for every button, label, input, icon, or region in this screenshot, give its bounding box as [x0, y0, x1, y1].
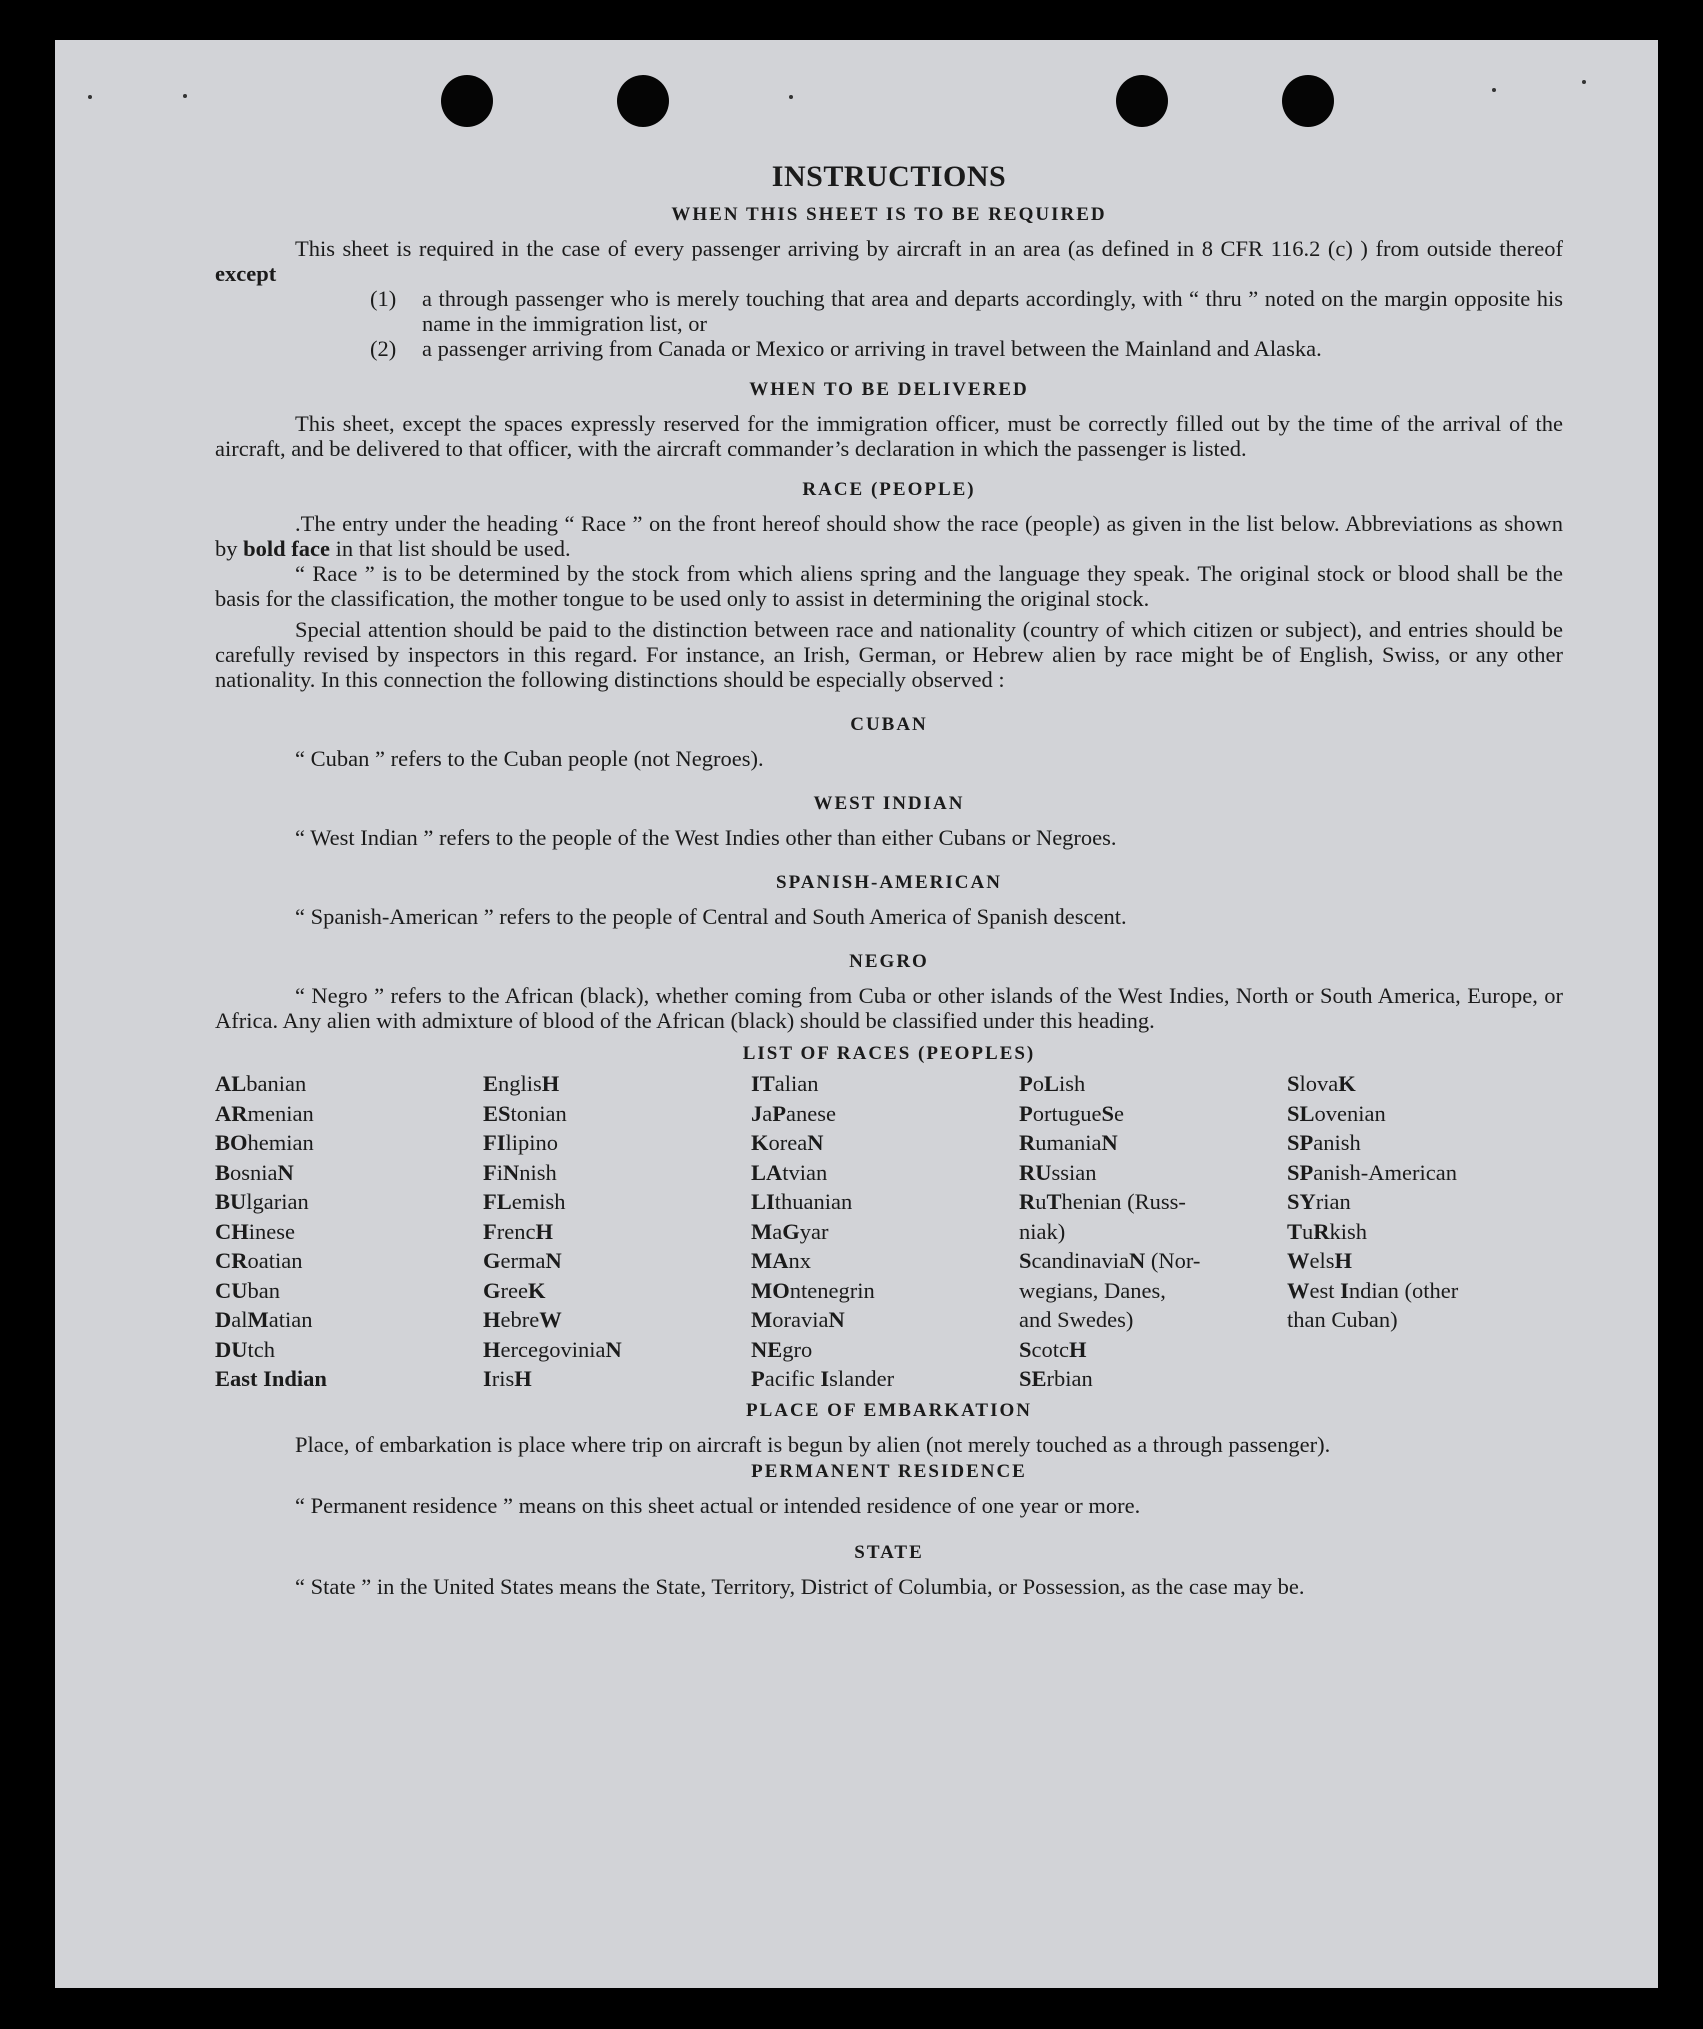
- required-intro: This sheet is required in the case of every passenger arriving by aircraft in an area (as defined in 8 CFR 116.2 (c) ) from outside thereof except: [215, 236, 1563, 286]
- race-entry: [1287, 1187, 1563, 1217]
- race-name-part: tonian: [510, 1100, 567, 1126]
- race-entry: [483, 1069, 751, 1099]
- race-abbreviation: H: [535, 1218, 553, 1244]
- race-abbreviation: W: [539, 1307, 562, 1332]
- race-name-part: o: [1032, 1071, 1044, 1096]
- race-abbreviation: G: [782, 1218, 800, 1244]
- race-entry: [1287, 1246, 1563, 1276]
- race-abbreviation: LA: [751, 1159, 783, 1185]
- race-abbreviation: NE: [751, 1336, 783, 1362]
- race-name-part: kish: [1329, 1218, 1368, 1244]
- section-heading-race: RACE (PEOPLE): [802, 479, 976, 500]
- race-abbreviation: W: [1287, 1277, 1310, 1303]
- race-entry: [751, 1305, 1019, 1335]
- paper-speck: [1492, 88, 1496, 92]
- west-indian-text: “ West Indian ” refers to the people of the West Indies other than either Cubans or Negroes.: [295, 825, 1117, 850]
- race-abbreviation: N: [807, 1130, 824, 1155]
- race-entry: [483, 1364, 751, 1394]
- race-entry: [483, 1335, 751, 1365]
- race-name-part: est: [1309, 1277, 1341, 1303]
- race-name-part: u: [1035, 1189, 1047, 1214]
- race-abbreviation: S: [1287, 1071, 1300, 1096]
- race-abbreviation: H: [514, 1366, 532, 1391]
- race-abbreviation: RU: [1019, 1159, 1052, 1185]
- race-name-part: rbian: [1046, 1366, 1093, 1391]
- race-name-part: anish-American: [1313, 1159, 1457, 1185]
- race-name-part: els: [1309, 1248, 1335, 1273]
- race-entry: [1019, 1217, 1287, 1247]
- race-abbreviation: K: [527, 1277, 546, 1303]
- race-name-part: than Cuban): [1287, 1307, 1398, 1332]
- race-entry: [483, 1217, 751, 1247]
- race-name-part: lgarian: [246, 1189, 309, 1214]
- race-abbreviation: N: [1101, 1130, 1118, 1155]
- race-abbreviation: BO: [215, 1130, 248, 1155]
- race-entry: [751, 1128, 1019, 1158]
- race-entry: [1019, 1069, 1287, 1099]
- race-abbreviation: P: [1019, 1071, 1033, 1096]
- race-entry: [483, 1305, 751, 1335]
- race-abbreviation: SP: [1287, 1159, 1314, 1185]
- race-entry: [1287, 1069, 1563, 1099]
- race-name-part: orea: [768, 1130, 808, 1155]
- residence-text: “ Permanent residence ” means on this sheet actual or intended residence of one year or more.: [295, 1492, 1141, 1518]
- race-entry: [1287, 1217, 1563, 1247]
- race-name-part: niak): [1019, 1218, 1066, 1244]
- section-heading-state: STATE: [854, 1541, 924, 1563]
- section-heading-negro: NEGRO: [849, 951, 929, 972]
- race-abbreviation: H: [1334, 1248, 1353, 1273]
- race-name-part: u: [1302, 1218, 1314, 1244]
- race-name-part: al: [231, 1307, 248, 1332]
- race-entry: [215, 1276, 483, 1306]
- race-entry: [1287, 1305, 1563, 1335]
- race-entry: [215, 1305, 483, 1335]
- race-entry: [1019, 1187, 1287, 1217]
- race-abbreviation: H: [483, 1336, 501, 1362]
- race-abbreviation: S: [1019, 1336, 1032, 1362]
- section-heading-west-indian: WEST INDIAN: [813, 793, 965, 814]
- race-abbreviation: I: [820, 1366, 830, 1391]
- race-name-part: lova: [1299, 1071, 1339, 1096]
- race-entry: [215, 1069, 483, 1099]
- paper-speck: [1582, 80, 1586, 84]
- race-entry: [1287, 1099, 1563, 1129]
- race-name-part: gro: [782, 1336, 813, 1362]
- required-item: (1) a through passenger who is merely touching that area and departs accordingly, with “ thru ” noted on the margin opposite his name in the immigration list, or: [370, 286, 1563, 336]
- document-sheet: [55, 40, 1658, 1988]
- race-entry: [1287, 1128, 1563, 1158]
- race-entry: [1287, 1158, 1563, 1188]
- race-name-part: inese: [248, 1218, 295, 1244]
- race-entry: [1019, 1335, 1287, 1365]
- race-entry: [751, 1364, 1019, 1394]
- race-abbreviation: M: [247, 1307, 269, 1332]
- race-abbreviation: BU: [215, 1189, 247, 1214]
- race-abbreviation: H: [1069, 1336, 1087, 1362]
- embarkation-text: Place, of embarkation is place where trip on aircraft is begun by alien (not merely touched as a through passenger).: [295, 1431, 1331, 1457]
- race-abbreviation: P: [772, 1100, 786, 1126]
- race-name-part: nx: [788, 1248, 811, 1273]
- race-name-part: ercegovinia: [500, 1336, 606, 1362]
- race-name-part: i: [496, 1159, 504, 1185]
- race-entry: [1019, 1158, 1287, 1188]
- race-abbreviation: AR: [215, 1100, 248, 1126]
- race-name-part: ris: [491, 1366, 515, 1391]
- race-name-part: and Swedes): [1019, 1307, 1134, 1332]
- race-name-part: menian: [247, 1100, 314, 1126]
- race-entry: [1019, 1305, 1287, 1335]
- section-heading-residence: PERMANENT RESIDENCE: [751, 1460, 1027, 1482]
- race-abbreviation: MA: [751, 1248, 789, 1273]
- race-abbreviation: R: [1313, 1218, 1330, 1244]
- race-paragraph: .The entry under the heading “ Race ” on the front hereof should show the race (people) as given in the list below. Abbreviations as shown by bold face in that list should be used.: [215, 511, 1563, 561]
- race-name-part: oatian: [247, 1248, 303, 1273]
- race-abbreviation: N: [828, 1307, 845, 1332]
- race-name-part: lipino: [505, 1130, 559, 1155]
- race-column: [1019, 1069, 1287, 1394]
- race-entry: [751, 1187, 1019, 1217]
- race-abbreviation: N: [1128, 1248, 1146, 1273]
- race-abbreviation: G: [483, 1248, 501, 1273]
- section-heading-embarkation: PLACE OF EMBARKATION: [746, 1399, 1032, 1421]
- race-abbreviation: F: [483, 1159, 497, 1185]
- race-name-part: nglis: [498, 1071, 542, 1096]
- race-abbreviation: N: [277, 1159, 294, 1185]
- race-name-part: cotc: [1031, 1336, 1069, 1362]
- race-name-part: (Nor-: [1145, 1248, 1201, 1273]
- race-abbreviation: IT: [751, 1071, 775, 1096]
- required-item: (2) a passenger arriving from Canada or Mexico or arriving in travel between the Mainland and Alaska.: [370, 336, 1322, 361]
- race-abbreviation: I: [483, 1366, 492, 1391]
- race-name-part: slander: [829, 1366, 895, 1391]
- race-entry: [483, 1128, 751, 1158]
- race-name-part: ssian: [1051, 1159, 1097, 1185]
- race-name-part: atian: [268, 1307, 313, 1332]
- race-abbreviation: R: [1019, 1189, 1036, 1214]
- race-abbreviation: FI: [483, 1130, 506, 1155]
- race-name-part: thuanian: [774, 1189, 853, 1214]
- race-name-part: ree: [500, 1277, 528, 1303]
- race-abbreviation: E: [483, 1071, 499, 1096]
- race-name-part: henian (Russ-: [1061, 1189, 1186, 1214]
- race-name-part: osnia: [230, 1159, 278, 1185]
- spanish-american-text: “ Spanish-American ” refers to the people of Central and South America of Spanish descent.: [295, 904, 1127, 929]
- race-entry: [1287, 1276, 1563, 1306]
- negro-text: “ Negro ” refers to the African (black), whether coming from Cuba or other islands of the West Indies, North or South America, Europe, or Africa. Any alien with admixture of blood of the African (black) should be classified under this heading.: [215, 983, 1563, 1033]
- race-column: [483, 1069, 751, 1394]
- race-entry: [1019, 1276, 1287, 1306]
- race-entry: [215, 1099, 483, 1129]
- race-entry: [1019, 1099, 1287, 1129]
- punch-hole: [617, 75, 669, 127]
- paper-speck: [183, 94, 187, 98]
- race-abbreviation: LI: [751, 1189, 775, 1214]
- race-name-part: alian: [774, 1071, 819, 1096]
- race-abbreviation: SL: [1287, 1100, 1315, 1126]
- race-name-part: ovenian: [1314, 1100, 1386, 1126]
- punch-hole: [1282, 75, 1334, 127]
- race-name-part: rian: [1315, 1189, 1351, 1214]
- instructions-content: [215, 160, 1563, 1599]
- race-name-part: ish: [1059, 1071, 1086, 1096]
- race-entry: [215, 1335, 483, 1365]
- race-abbreviation: ES: [483, 1100, 511, 1126]
- race-name-part: erma: [500, 1248, 546, 1273]
- race-abbreviation: F: [483, 1218, 497, 1244]
- race-abbreviation: SY: [1287, 1189, 1316, 1214]
- race-abbreviation: L: [1044, 1071, 1060, 1096]
- race-entry: [215, 1158, 483, 1188]
- race-name-part: anese: [786, 1100, 836, 1126]
- race-abbreviation: K: [1338, 1071, 1356, 1096]
- race-entry: [1019, 1364, 1287, 1394]
- race-abbreviation: East Indian: [215, 1366, 327, 1391]
- race-abbreviation: J: [751, 1100, 763, 1126]
- race-abbreviation: H: [541, 1071, 560, 1096]
- race-entry: [751, 1217, 1019, 1247]
- race-name-part: anish: [1313, 1130, 1361, 1155]
- race-abbreviation: T: [1287, 1218, 1303, 1244]
- race-entry: [751, 1158, 1019, 1188]
- race-abbreviation: M: [751, 1307, 773, 1332]
- section-heading-required: WHEN THIS SHEET IS TO BE REQUIRED: [671, 204, 1107, 225]
- race-abbreviation: G: [483, 1277, 501, 1303]
- race-abbreviation: D: [215, 1307, 232, 1332]
- race-name-part: tch: [247, 1336, 275, 1362]
- race-abbreviation: AL: [215, 1071, 247, 1096]
- paper-speck: [789, 95, 793, 99]
- race-abbreviation: DU: [215, 1336, 248, 1362]
- list-of-races-heading: LIST OF RACES (PEOPLES): [742, 1043, 1036, 1064]
- race-name-part: ortugue: [1032, 1100, 1102, 1126]
- race-abbreviation: MO: [751, 1277, 790, 1303]
- race-abbreviation: H: [483, 1307, 501, 1332]
- race-entry: [215, 1128, 483, 1158]
- race-name-part: ban: [247, 1277, 280, 1303]
- section-heading-delivered: WHEN TO BE DELIVERED: [749, 379, 1029, 400]
- race-abbreviation: FL: [483, 1189, 512, 1214]
- race-name-part: wegians, Danes,: [1019, 1277, 1166, 1303]
- race-paragraph: “ Race ” is to be determined by the stock from which aliens spring and the language they speak. The original stock or blood shall be the basis for the classification, the mother tongue to be used only to assist in determining the original stock.: [215, 561, 1563, 611]
- race-name-part: tvian: [782, 1159, 828, 1185]
- section-heading-cuban: CUBAN: [850, 714, 928, 735]
- race-abbreviation: S: [1101, 1100, 1114, 1126]
- race-abbreviation: W: [1287, 1248, 1310, 1273]
- punch-hole: [1116, 75, 1168, 127]
- race-abbreviation: I: [1340, 1277, 1349, 1303]
- section-heading-spanish-american: SPANISH-AMERICAN: [776, 872, 1002, 893]
- race-abbreviation: R: [1019, 1130, 1036, 1155]
- race-name-part: candinavia: [1031, 1248, 1129, 1273]
- race-entry: [215, 1246, 483, 1276]
- race-abbreviation: B: [215, 1159, 231, 1185]
- race-entry: [751, 1246, 1019, 1276]
- race-name-part: a: [772, 1218, 783, 1244]
- race-name-part: banian: [246, 1071, 307, 1096]
- race-name-part: ebre: [500, 1307, 540, 1332]
- race-entry: [1019, 1246, 1287, 1276]
- race-name-part: emish: [511, 1189, 566, 1214]
- race-entry: [483, 1187, 751, 1217]
- race-abbreviation: CR: [215, 1248, 248, 1273]
- race-abbreviation: M: [751, 1218, 773, 1244]
- cuban-text: “ Cuban ” refers to the Cuban people (not Negroes).: [295, 746, 764, 771]
- race-abbreviation: K: [751, 1130, 769, 1155]
- race-abbreviation: P: [1019, 1100, 1033, 1126]
- punch-hole: [441, 75, 493, 127]
- race-abbreviation: N: [605, 1336, 622, 1362]
- race-name-part: nish: [519, 1159, 557, 1185]
- race-entry: [215, 1364, 483, 1394]
- race-abbreviation: CU: [215, 1277, 248, 1303]
- race-entry: [1019, 1128, 1287, 1158]
- race-entry: [751, 1099, 1019, 1129]
- race-abbreviation: P: [751, 1366, 765, 1391]
- race-abbreviation: N: [503, 1159, 520, 1185]
- race-column: [1287, 1069, 1563, 1394]
- race-entry: [483, 1158, 751, 1188]
- race-name-part: umania: [1035, 1130, 1102, 1155]
- race-name-part: e: [1114, 1100, 1124, 1126]
- race-name-part: renc: [496, 1218, 536, 1244]
- race-entry: [215, 1187, 483, 1217]
- state-text: “ State ” in the United States means the State, Territory, District of Columbia, or Possession, as the case may be.: [295, 1573, 1305, 1599]
- race-entry: [751, 1335, 1019, 1365]
- race-name-part: ntenegrin: [789, 1277, 875, 1303]
- race-abbreviation: N: [545, 1248, 562, 1273]
- race-entry: [483, 1099, 751, 1129]
- race-column: [215, 1069, 483, 1394]
- race-name-part: a: [762, 1100, 773, 1126]
- race-name-part: hemian: [247, 1130, 314, 1155]
- race-list: [215, 1069, 1563, 1394]
- delivered-text: This sheet, except the spaces expressly reserved for the immigration officer, must be correctly filled out by the time of the arrival of the aircraft, and be delivered to that officer, with the aircraft commander’s declaration in which the passenger is listed.: [215, 411, 1563, 461]
- race-abbreviation: T: [1046, 1189, 1062, 1214]
- race-entry: [751, 1276, 1019, 1306]
- race-abbreviation: CH: [215, 1218, 249, 1244]
- race-name-part: ndian (other: [1348, 1277, 1459, 1303]
- race-name-part: yar: [799, 1218, 829, 1244]
- race-entry: [483, 1276, 751, 1306]
- page-title: INSTRUCTIONS: [771, 160, 1007, 193]
- race-entry: [751, 1069, 1019, 1099]
- race-entry: [483, 1246, 751, 1276]
- race-paragraph: Special attention should be paid to the distinction between race and nationality (country of which citizen or subject), and entries should be carefully revised by inspectors in this regard. For instance, an Irish, German, or Hebrew alien by race might be of English, Swiss, or any other nationality. In this connection the following distinctions should be especially observed :: [215, 617, 1563, 692]
- race-abbreviation: SP: [1287, 1130, 1314, 1155]
- race-name-part: acific: [764, 1366, 821, 1391]
- race-name-part: oravia: [772, 1307, 829, 1332]
- race-column: [751, 1069, 1019, 1394]
- paper-speck: [88, 95, 92, 99]
- race-abbreviation: SE: [1019, 1366, 1047, 1391]
- race-entry: [215, 1217, 483, 1247]
- race-abbreviation: S: [1019, 1248, 1032, 1273]
